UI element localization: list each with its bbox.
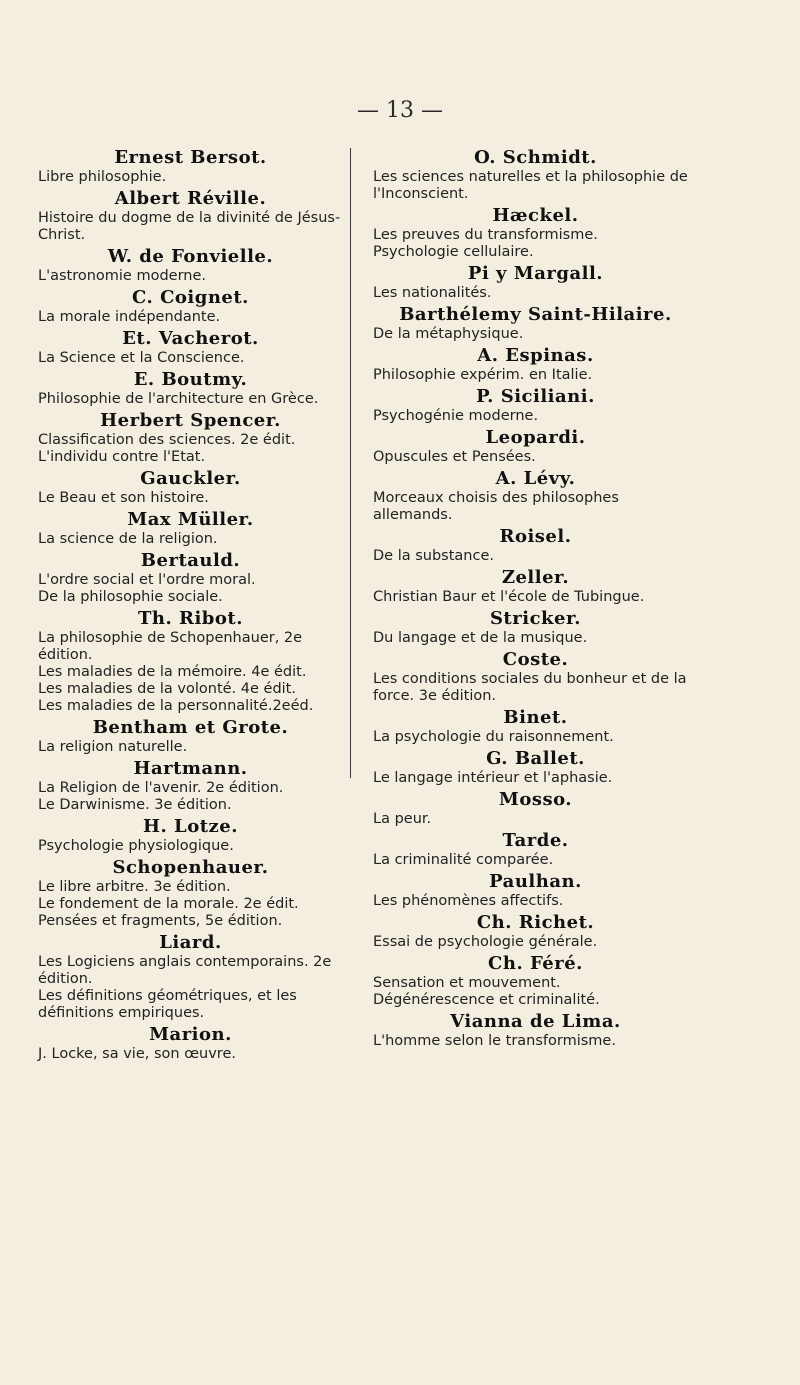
book-title: De la métaphysique.	[373, 326, 524, 342]
book-title: La Religion de l'avenir. 2e édition.	[38, 780, 284, 796]
book-title: La criminalité comparée.	[373, 852, 554, 868]
book-title: La morale indépendante.	[38, 309, 221, 325]
catalog-entry	[38, 509, 343, 548]
author-name: O. Schmidt.	[474, 147, 597, 168]
book-title: Du langage et de la musique.	[373, 630, 588, 646]
book-title: De la philosophie sociale.	[38, 589, 223, 605]
book-title: Dégénérescence et criminalité.	[373, 992, 600, 1008]
catalog-entry	[38, 246, 343, 285]
author-name: Liard.	[159, 932, 222, 953]
catalog-entry	[373, 304, 698, 343]
book-title: Psychogénie moderne.	[373, 408, 539, 424]
author-name: H. Lotze.	[143, 816, 238, 837]
catalog-entry	[38, 410, 343, 466]
author-name: Herbert Spencer.	[100, 410, 281, 431]
book-title: Sensation et mouvement.	[373, 975, 561, 991]
catalog-entry	[38, 328, 343, 367]
author-name: C. Coignet.	[132, 287, 249, 308]
book-title: Le libre arbitre. 3e édition.	[38, 879, 231, 895]
catalog-entry	[373, 386, 698, 425]
book-title: Les maladies de la personnalité.2eéd.	[38, 698, 314, 714]
column-divider	[350, 148, 351, 778]
author-name: Zeller.	[501, 567, 570, 588]
author-name: A. Lévy.	[495, 468, 576, 489]
book-title: Opuscules et Pensées.	[373, 449, 536, 465]
catalog-entry	[373, 468, 698, 524]
author-name: Marion.	[149, 1024, 232, 1045]
book-title: Psychologie physiologique.	[38, 838, 234, 854]
book-title: Le fondement de la morale. 2e édit.	[38, 896, 299, 912]
book-title: La science de la religion.	[38, 531, 218, 547]
author-name: Hæckel.	[492, 205, 579, 226]
catalog-entry	[373, 830, 698, 869]
author-name: Hartmann.	[133, 758, 248, 779]
author-name: Mosso.	[498, 789, 573, 810]
book-title: Pensées et fragments, 5e édition.	[38, 913, 283, 929]
book-title: De la substance.	[373, 548, 494, 564]
author-name: Et. Vacherot.	[122, 328, 259, 349]
author-name: Gauckler.	[140, 468, 241, 489]
catalog-entry	[373, 147, 698, 203]
book-title: Le Darwinisme. 3e édition.	[38, 797, 232, 813]
book-title: Philosophie de l'architecture en Grèce.	[38, 391, 319, 407]
author-name: Max Müller.	[127, 509, 254, 530]
author-name: Ch. Féré.	[488, 953, 583, 974]
author-name: Bertauld.	[140, 550, 241, 571]
book-title: La peur.	[373, 811, 432, 827]
book-title: Libre philosophie.	[38, 169, 167, 185]
catalog-entry	[38, 758, 343, 814]
book-title: Essai de psychologie générale.	[373, 934, 598, 950]
author-name: Albert Réville.	[114, 188, 267, 209]
right-column	[373, 145, 698, 1050]
book-title: Les Logiciens anglais contemporains. 2e édition.	[38, 954, 332, 987]
catalog-entry	[373, 707, 698, 746]
author-name: G. Ballet.	[486, 748, 585, 769]
catalog-entry	[38, 932, 343, 1022]
catalog-entry	[38, 369, 343, 408]
catalog-entry	[38, 550, 343, 606]
catalog-entry	[373, 427, 698, 466]
catalog-entry	[373, 205, 698, 261]
book-title: La philosophie de Schopenhauer, 2e édition.	[38, 630, 303, 663]
book-title: Histoire du dogme de la divinité de Jésus-Christ.	[38, 210, 341, 243]
book-title: Christian Baur et l'école de Tubingue.	[373, 589, 645, 605]
author-name: Leopardi.	[485, 427, 586, 448]
author-name: Tarde.	[502, 830, 569, 851]
book-title: L'homme selon le transformisme.	[373, 1033, 616, 1049]
book-title: L'astronomie moderne.	[38, 268, 206, 284]
book-title: Les nationalités.	[373, 285, 492, 301]
book-title: L'ordre social et l'ordre moral.	[38, 572, 256, 588]
catalog-entry	[373, 608, 698, 647]
book-title: Classification des sciences. 2e édit.	[38, 432, 296, 448]
author-name: E. Boutmy.	[133, 369, 248, 390]
catalog-entry	[373, 953, 698, 1009]
catalog-entry	[373, 649, 698, 705]
book-title: J. Locke, sa vie, son œuvre.	[38, 1046, 236, 1062]
author-name: Pi y Margall.	[467, 263, 604, 284]
book-title: Les maladies de la mémoire. 4e édit.	[38, 664, 307, 680]
author-name: P. Siciliani.	[476, 386, 595, 407]
catalog-entry	[373, 789, 698, 828]
book-title: Les preuves du transformisme.	[373, 227, 598, 243]
author-name: Binet.	[503, 707, 568, 728]
catalog-entry	[373, 1011, 698, 1050]
author-name: Ch. Richet.	[476, 912, 595, 933]
book-title: Les sciences naturelles et la philosophie de l'Inconscient.	[373, 169, 688, 202]
book-title: La religion naturelle.	[38, 739, 188, 755]
book-title: Les maladies de la volonté. 4e édit.	[38, 681, 296, 697]
author-name: Bentham et Grote.	[92, 717, 289, 738]
book-title: Morceaux choisis des philosophes allemands.	[373, 490, 619, 523]
catalog-entry	[373, 567, 698, 606]
catalog-entry	[373, 871, 698, 910]
author-name: Paulhan.	[489, 871, 582, 892]
author-name: W. de Fonvielle.	[107, 246, 274, 267]
book-title: La psychologie du raisonnement.	[373, 729, 614, 745]
catalog-entry	[373, 526, 698, 565]
catalog-entry	[373, 748, 698, 787]
book-title: L'individu contre l'Etat.	[38, 449, 206, 465]
catalog-entry	[38, 717, 343, 756]
catalog-entry	[38, 287, 343, 326]
catalog-entry	[38, 608, 343, 715]
author-name: Ernest Bersot.	[114, 147, 267, 168]
book-title: Le langage intérieur et l'aphasie.	[373, 770, 613, 786]
author-name: Coste.	[502, 649, 569, 670]
catalog-entry	[373, 345, 698, 384]
catalog-entry	[38, 468, 343, 507]
author-name: Stricker.	[489, 608, 582, 629]
book-title: Les définitions géométriques, et les définitions empiriques.	[38, 988, 297, 1021]
book-title: Le Beau et son histoire.	[38, 490, 209, 506]
author-name: A. Espinas.	[477, 345, 594, 366]
book-title: Philosophie expérim. en Italie.	[373, 367, 593, 383]
catalog-entry	[38, 857, 343, 930]
catalog-entry	[38, 147, 343, 186]
book-title: Les conditions sociales du bonheur et de la force. 3e édition.	[373, 671, 687, 704]
author-name: Th. Ribot.	[138, 608, 243, 629]
catalog-entry	[38, 816, 343, 855]
left-column	[38, 145, 343, 1063]
author-name: Schopenhauer.	[112, 857, 269, 878]
author-name: Roisel.	[499, 526, 572, 547]
catalog-entry	[38, 1024, 343, 1063]
catalog-entry	[38, 188, 343, 244]
catalog-entry	[373, 912, 698, 951]
book-title: La Science et la Conscience.	[38, 350, 245, 366]
catalog-entry	[373, 263, 698, 302]
book-title: Les phénomènes affectifs.	[373, 893, 564, 909]
author-name: Vianna de Lima.	[450, 1011, 621, 1032]
book-title: Psychologie cellulaire.	[373, 244, 534, 260]
author-name: Barthélemy Saint-Hilaire.	[399, 304, 672, 325]
page-number: — 13 —	[357, 98, 443, 123]
